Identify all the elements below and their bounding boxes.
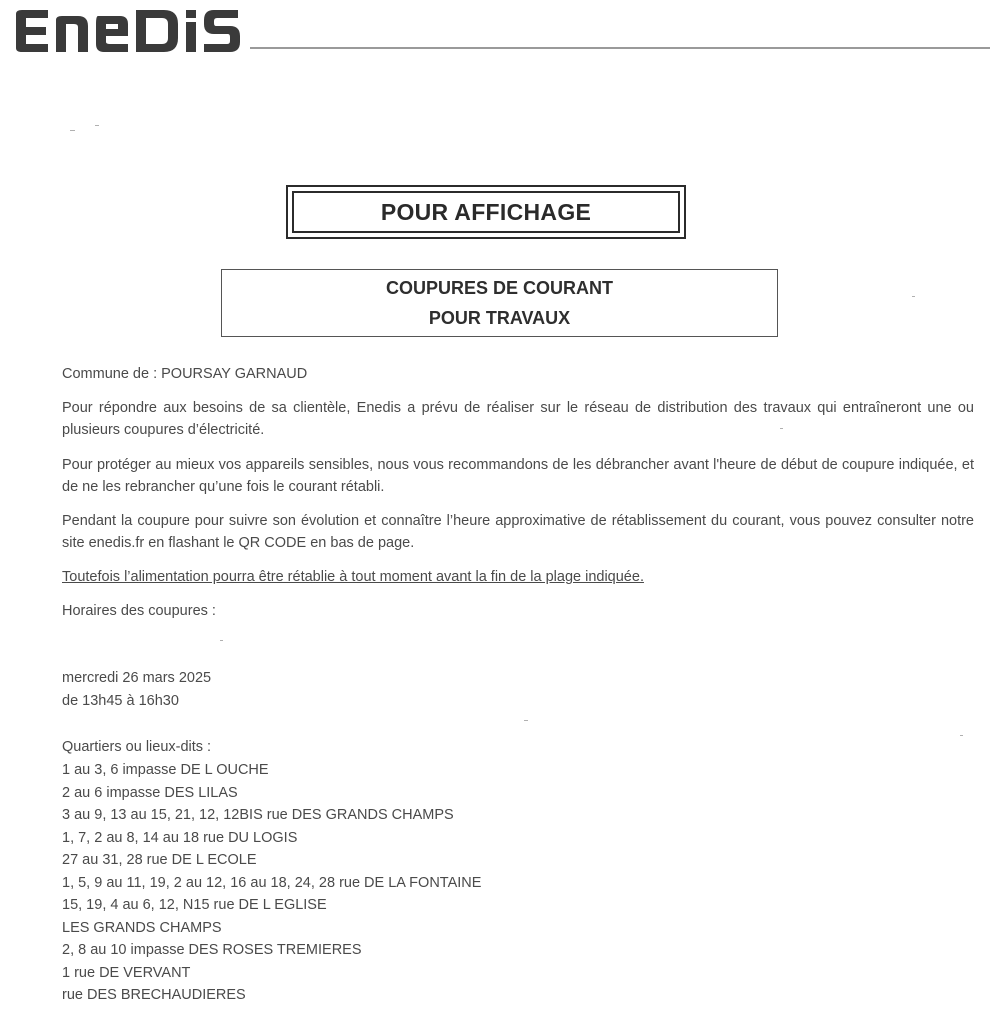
scan-speck [780, 428, 783, 429]
enedis-logo [12, 6, 242, 56]
scan-speck [912, 296, 915, 297]
subtitle-line-1: COUPURES DE COURANT [385, 278, 613, 298]
paragraph-3: Pendant la coupure pour suivre son évolution et connaître l’heure approximative de rétablissement du courant, vous pouvez consulter notre site enedis.fr en flashant le QR CODE en bas de page. [62, 513, 974, 551]
list-item: 27 au 31, 28 rue DE L ECOLE [62, 852, 257, 868]
schedule-heading: Horaires des coupures : [62, 603, 216, 619]
locations-heading: Quartiers ou lieux-dits : [62, 739, 212, 755]
title-text: POUR AFFICHAGE [292, 191, 680, 233]
list-item: 2 au 6 impasse DES LILAS [62, 784, 238, 801]
subtitle-box [221, 269, 778, 337]
list-item: 2, 8 au 10 impasse DES ROSES TREMIERES [62, 942, 362, 958]
scan-speck [220, 640, 223, 641]
paragraph-2: Pour protéger au mieux vos appareils sensibles, nous vous recommandons de les débrancher avant l'heure de début de coupure indiquée, et de ne les rebrancher qu’une fois le courant rétabli. [62, 457, 974, 495]
warning-line: Toutefois l’alimentation pourra être rétablie à tout moment avant la fin de la plage indiquée. [62, 569, 644, 585]
scan-speck [95, 125, 99, 126]
list-item: LES GRANDS CHAMPS [62, 919, 222, 936]
schedule-time: de 13h45 à 16h30 [62, 693, 179, 709]
title-box [286, 185, 686, 239]
commune-line: Commune de : POURSAY GARNAUD [62, 366, 308, 382]
subtitle-line-2: POUR TRAVAUX [428, 308, 571, 328]
scan-speck [70, 130, 75, 131]
locations-list [62, 759, 481, 1007]
paragraph-1: Pour répondre aux besoins de sa clientèle, Enedis a prévu de réaliser sur le réseau de distribution des travaux qui entraîneront une ou plusieurs coupures d’électricité. [62, 400, 974, 438]
header-rule [250, 47, 990, 49]
list-item: 1 rue DE VERVANT [62, 964, 191, 981]
list-item: 1 au 3, 6 impasse DE L OUCHE [62, 762, 269, 778]
scan-speck [524, 720, 528, 721]
list-item: 15, 19, 4 au 6, 12, N15 rue DE L EGLISE [62, 897, 327, 913]
schedule-date: mercredi 26 mars 2025 [62, 670, 212, 686]
list-item: 3 au 9, 13 au 15, 21, 12, 12BIS rue DES GRANDS CHAMPS [62, 807, 454, 823]
scan-speck [960, 735, 963, 736]
list-item: rue DES BRECHAUDIERES [62, 987, 246, 1003]
list-item: 1, 5, 9 au 11, 19, 2 au 12, 16 au 18, 24, 28 rue DE LA FONTAINE [62, 874, 482, 891]
list-item: 1, 7, 2 au 8, 14 au 18 rue DU LOGIS [62, 829, 298, 846]
